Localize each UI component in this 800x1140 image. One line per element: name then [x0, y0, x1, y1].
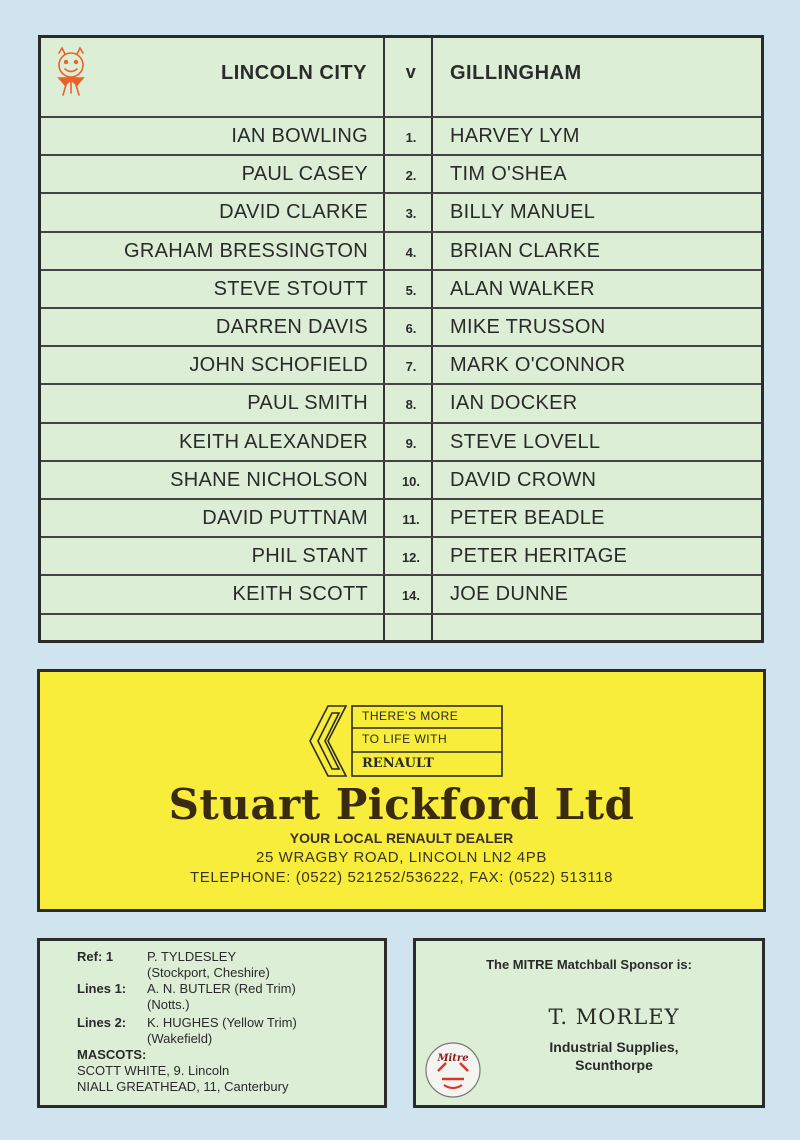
shirt-number: 11. — [402, 512, 420, 527]
linesman2-place: (Wakefield) — [147, 1031, 213, 1046]
referee-place: (Stockport, Cheshire) — [147, 965, 270, 980]
shirt-number: 12. — [401, 550, 421, 566]
team-sheet — [38, 35, 764, 643]
shirt-number: 3. — [405, 206, 417, 222]
player-row — [41, 536, 761, 574]
player-row — [41, 307, 761, 345]
player-row — [41, 192, 761, 230]
home-player: GRAHAM BRESSINGTON — [124, 239, 368, 262]
home-player: DAVID CLARKE — [219, 201, 368, 224]
player-row — [41, 383, 761, 421]
home-player: IAN BOWLING — [231, 125, 368, 147]
home-player: STEVE STOUTT — [213, 277, 368, 300]
slogan-line-2: TO LIFE WITH — [362, 732, 448, 746]
away-player: MARK O'CONNOR — [450, 354, 626, 377]
player-row — [41, 116, 761, 154]
sponsor-heading: The MITRE Matchball Sponsor is: — [486, 957, 692, 972]
player-row — [41, 269, 761, 307]
away-player: BILLY MANUEL — [450, 201, 596, 224]
mascot-entry: NIALL GREATHEAD, 11, Canterbury — [77, 1079, 289, 1094]
away-player: PETER BEADLE — [450, 507, 605, 529]
home-player: PAUL CASEY — [241, 163, 368, 186]
away-player: MIKE TRUSSON — [450, 316, 606, 338]
empty-row — [41, 613, 761, 651]
linesman1-place: (Notts.) — [147, 997, 190, 1012]
home-player: KEITH ALEXANDER — [178, 430, 368, 453]
shirt-number: 2. — [405, 168, 417, 184]
slogan-brand: RENAULT — [362, 756, 434, 771]
slogan-line-1: THERE'S MORE — [362, 709, 459, 723]
sponsor-name: T. MORLEY — [548, 1005, 680, 1029]
referee-name: P. TYLDESLEY — [147, 949, 237, 964]
dealer-address: 25 WRAGBY ROAD, LINCOLN LN2 4PB — [256, 849, 547, 866]
away-player: STEVE LOVELL — [450, 430, 601, 453]
mitre-football-icon — [424, 1041, 482, 1099]
matchball-sponsor — [413, 938, 765, 1108]
away-player: TIM O'SHEA — [450, 163, 567, 186]
away-player: IAN DOCKER — [450, 392, 578, 415]
player-row — [41, 231, 761, 269]
dealer-telephone: TELEPHONE: (0522) 521252/536222, FAX: (0522) 513118 — [189, 869, 614, 886]
shirt-number: 4. — [405, 244, 417, 260]
away-player: PETER HERITAGE — [450, 545, 628, 568]
home-team-name: LINCOLN CITY — [221, 62, 367, 84]
player-row — [41, 154, 761, 192]
shirt-number: 14. — [401, 588, 421, 604]
player-row — [41, 422, 761, 460]
shirt-number: 1. — [405, 130, 417, 145]
linesman1-label: Lines 1: — [77, 981, 127, 996]
shirt-number: 10. — [401, 473, 421, 489]
away-player: HARVEY LYM — [450, 125, 580, 147]
sponsor-line-1: Industrial Supplies, — [549, 1039, 679, 1055]
away-player: JOE DUNNE — [450, 583, 569, 606]
referee-label: Ref: 1 — [77, 949, 114, 964]
dealer-name: Stuart Pickford Ltd — [168, 780, 635, 829]
away-player: DAVID CROWN — [450, 468, 597, 491]
home-player: DAVID PUTTNAM — [202, 507, 368, 529]
home-player: PHIL STANT — [251, 545, 368, 568]
home-player: DARREN DAVIS — [215, 316, 368, 338]
home-player: SHANE NICHOLSON — [170, 468, 368, 491]
linesman1-name: A. N. BUTLER (Red Trim) — [147, 981, 296, 996]
shirt-number: 8. — [405, 397, 417, 413]
home-player: JOHN SCHOFIELD — [189, 354, 368, 377]
away-player: ALAN WALKER — [450, 277, 595, 300]
dealer-advert — [37, 669, 766, 912]
shirt-number: 9. — [405, 435, 417, 451]
shirt-number: 5. — [405, 282, 417, 298]
away-team-name: GILLINGHAM — [450, 62, 582, 84]
match-officials — [37, 938, 387, 1108]
mascots-label: MASCOTS: — [77, 1047, 147, 1062]
versus-label: v — [405, 62, 417, 82]
away-player: BRIAN CLARKE — [450, 239, 601, 262]
player-row — [41, 345, 761, 383]
linesman2-name: K. HUGHES (Yellow Trim) — [147, 1015, 297, 1030]
home-player: PAUL SMITH — [247, 392, 368, 415]
player-row — [41, 498, 761, 536]
ball-brand: Mitre — [437, 1053, 469, 1064]
dealer-tagline: YOUR LOCAL RENAULT DEALER — [289, 830, 514, 846]
home-player: KEITH SCOTT — [232, 583, 368, 606]
player-row — [41, 460, 761, 498]
sponsor-line-2: Scunthorpe — [575, 1057, 653, 1073]
player-row — [41, 574, 761, 612]
shirt-number: 6. — [405, 321, 417, 336]
mascot-entry: SCOTT WHITE, 9. Lincoln — [77, 1063, 230, 1078]
shirt-number: 7. — [405, 359, 417, 375]
linesman2-label: Lines 2: — [77, 1015, 127, 1030]
